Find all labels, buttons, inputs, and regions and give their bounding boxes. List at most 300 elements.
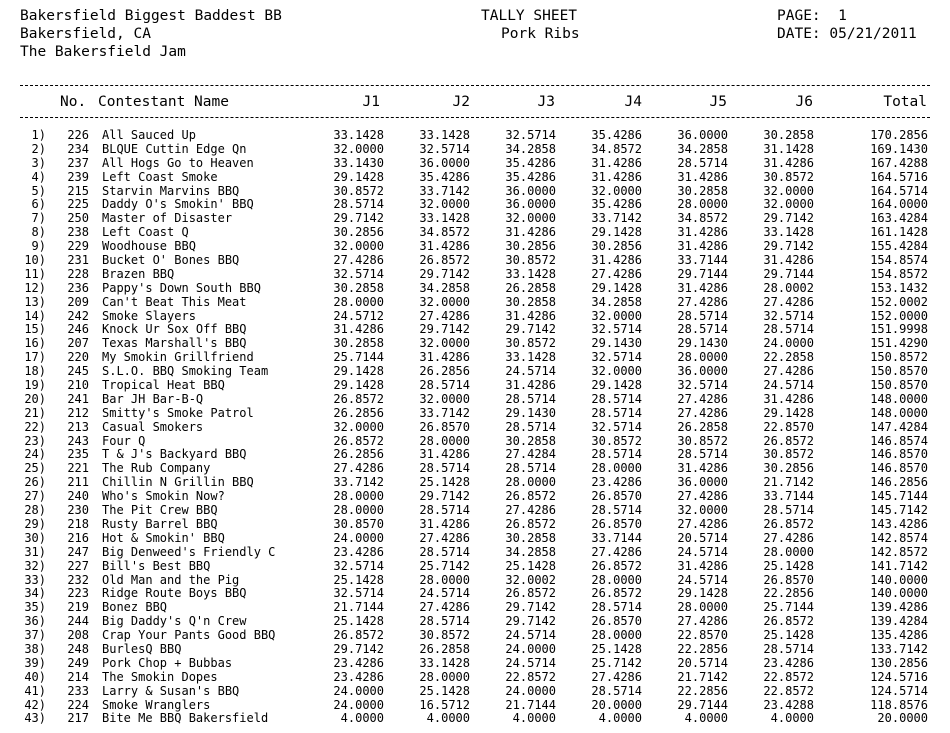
j3-score-cell: 33.1428 xyxy=(505,266,556,281)
col-header-j1: J1 xyxy=(362,94,380,110)
j3-score-cell: 26.2858 xyxy=(505,280,556,295)
j5-score-cell: 27.4286 xyxy=(677,294,728,309)
j5-score-cell: 34.8572 xyxy=(677,211,728,226)
total-score-cell: 145.7142 xyxy=(870,503,928,518)
event-name: Bakersfield Biggest Baddest BB xyxy=(20,8,282,24)
j5-score-cell: 31.4286 xyxy=(677,280,728,295)
j3-score-cell: 29.7142 xyxy=(505,322,556,337)
table-row xyxy=(0,197,950,211)
j2-score-cell: 25.1428 xyxy=(419,475,470,490)
j5-score-cell: 29.7144 xyxy=(677,266,728,281)
j5-score-cell: 27.4286 xyxy=(677,405,728,420)
total-score-cell: 140.0000 xyxy=(870,572,928,587)
team-name-cell: Woodhouse BBQ xyxy=(102,239,196,254)
j1-score-cell: 33.1430 xyxy=(333,155,384,170)
j1-score-cell: 29.1428 xyxy=(333,364,384,379)
j1-score-cell: 33.1428 xyxy=(333,128,384,142)
j2-score-cell: 4.0000 xyxy=(426,711,470,726)
j3-score-cell: 36.0000 xyxy=(505,183,556,198)
total-score-cell: 124.5716 xyxy=(870,669,928,684)
j1-score-cell: 23.4286 xyxy=(333,669,384,684)
j6-score-cell: 33.7144 xyxy=(763,489,814,504)
rank-cell: 1) xyxy=(31,128,46,142)
j4-score-cell: 27.4286 xyxy=(591,544,642,559)
j2-score-cell: 32.5714 xyxy=(419,141,470,156)
rank-cell: 26) xyxy=(24,475,46,490)
j6-score-cell: 31.1428 xyxy=(763,141,814,156)
team-name-cell: Daddy O's Smokin' BBQ xyxy=(102,197,254,212)
j6-score-cell: 32.5714 xyxy=(763,308,814,323)
j4-score-cell: 28.5714 xyxy=(591,391,642,406)
total-score-cell: 148.0000 xyxy=(870,391,928,406)
entry-no-cell: 233 xyxy=(67,683,89,698)
j2-score-cell: 34.8572 xyxy=(419,225,470,240)
event-subtitle: The Bakersfield Jam xyxy=(20,44,186,60)
j3-score-cell: 33.1428 xyxy=(505,350,556,365)
j1-score-cell: 32.0000 xyxy=(333,141,384,156)
date-indicator xyxy=(777,24,917,44)
j5-score-cell: 34.2858 xyxy=(677,141,728,156)
j5-score-cell: 27.4286 xyxy=(677,516,728,531)
j6-score-cell: 27.4286 xyxy=(763,294,814,309)
entry-no-cell: 250 xyxy=(67,211,89,226)
team-name-cell: Pork Chop + Bubbas xyxy=(102,655,233,670)
j2-score-cell: 30.8572 xyxy=(419,628,470,643)
j4-score-cell: 29.1430 xyxy=(591,336,642,351)
j4-score-cell: 28.5714 xyxy=(591,600,642,615)
total-score-cell: 20.0000 xyxy=(877,711,928,726)
rank-cell: 7) xyxy=(31,211,46,226)
team-name-cell: Who's Smokin Now? xyxy=(102,489,225,504)
entry-no-cell: 249 xyxy=(67,655,89,670)
table-row xyxy=(0,573,950,587)
j6-score-cell: 31.4286 xyxy=(763,391,814,406)
j4-score-cell: 35.4286 xyxy=(591,197,642,212)
page-indicator xyxy=(777,6,847,26)
j5-score-cell: 20.5714 xyxy=(677,655,728,670)
j4-score-cell: 23.4286 xyxy=(591,475,642,490)
j5-score-cell: 36.0000 xyxy=(677,128,728,142)
team-name-cell: Larry & Susan's BBQ xyxy=(102,683,240,698)
entry-no-cell: 224 xyxy=(67,697,89,712)
rank-cell: 29) xyxy=(24,516,46,531)
team-name-cell: Bucket O' Bones BBQ xyxy=(102,253,240,268)
j5-score-cell: 28.0000 xyxy=(677,350,728,365)
total-score-cell: 133.7142 xyxy=(870,641,928,656)
j2-score-cell: 31.4286 xyxy=(419,350,470,365)
table-row xyxy=(0,586,950,600)
j3-score-cell: 36.0000 xyxy=(505,197,556,212)
j6-score-cell: 28.5714 xyxy=(763,503,814,518)
entry-no-cell: 235 xyxy=(67,447,89,462)
j1-score-cell: 24.0000 xyxy=(333,530,384,545)
j1-score-cell: 26.2856 xyxy=(333,447,384,462)
j3-score-cell: 28.5714 xyxy=(505,419,556,434)
table-row xyxy=(0,170,950,184)
j4-score-cell: 34.8572 xyxy=(591,141,642,156)
j4-score-cell: 32.5714 xyxy=(591,322,642,337)
j3-score-cell: 25.1428 xyxy=(505,558,556,573)
table-row xyxy=(0,142,950,156)
j1-score-cell: 28.5714 xyxy=(333,197,384,212)
entry-no-cell: 216 xyxy=(67,530,89,545)
j5-score-cell: 33.7144 xyxy=(677,253,728,268)
j4-score-cell: 31.4286 xyxy=(591,169,642,184)
j3-score-cell: 28.5714 xyxy=(505,391,556,406)
col-header-name: Contestant Name xyxy=(98,94,229,110)
category-name: Pork Ribs xyxy=(501,26,580,42)
table-row xyxy=(0,642,950,656)
j5-score-cell: 31.4286 xyxy=(677,239,728,254)
j3-score-cell: 24.5714 xyxy=(505,655,556,670)
j3-score-cell: 35.4286 xyxy=(505,169,556,184)
j2-score-cell: 29.7142 xyxy=(419,489,470,504)
j5-score-cell: 30.8572 xyxy=(677,433,728,448)
j1-score-cell: 26.8572 xyxy=(333,628,384,643)
total-score-cell: 154.8574 xyxy=(870,253,928,268)
j3-score-cell: 26.8572 xyxy=(505,489,556,504)
entry-no-cell: 238 xyxy=(67,225,89,240)
j2-score-cell: 26.2856 xyxy=(419,364,470,379)
entry-no-cell: 245 xyxy=(67,364,89,379)
rank-cell: 28) xyxy=(24,503,46,518)
j2-score-cell: 32.0000 xyxy=(419,336,470,351)
entry-no-cell: 219 xyxy=(67,600,89,615)
j5-score-cell: 30.2858 xyxy=(677,183,728,198)
j1-score-cell: 29.1428 xyxy=(333,169,384,184)
j1-score-cell: 30.8570 xyxy=(333,516,384,531)
total-score-cell: 150.8572 xyxy=(870,350,928,365)
table-row xyxy=(0,225,950,239)
j1-score-cell: 25.1428 xyxy=(333,614,384,629)
rank-cell: 24) xyxy=(24,447,46,462)
j2-score-cell: 25.7142 xyxy=(419,558,470,573)
j1-score-cell: 21.7144 xyxy=(333,600,384,615)
team-name-cell: Big Denweed's Friendly C xyxy=(102,544,276,559)
rank-cell: 5) xyxy=(31,183,46,198)
j1-score-cell: 29.1428 xyxy=(333,378,384,393)
j2-score-cell: 27.4286 xyxy=(419,308,470,323)
j2-score-cell: 27.4286 xyxy=(419,600,470,615)
table-row xyxy=(0,670,950,684)
j3-score-cell: 35.4286 xyxy=(505,155,556,170)
j3-score-cell: 24.5714 xyxy=(505,628,556,643)
table-row xyxy=(0,531,950,545)
j6-score-cell: 24.0000 xyxy=(763,336,814,351)
j3-score-cell: 28.5714 xyxy=(505,461,556,476)
j3-score-cell: 29.7142 xyxy=(505,614,556,629)
j6-score-cell: 22.8570 xyxy=(763,419,814,434)
j3-score-cell: 24.5714 xyxy=(505,364,556,379)
total-score-cell: 146.8570 xyxy=(870,447,928,462)
j6-score-cell: 29.1428 xyxy=(763,405,814,420)
total-score-cell: 152.0002 xyxy=(870,294,928,309)
rank-cell: 14) xyxy=(24,308,46,323)
j5-score-cell: 22.2856 xyxy=(677,683,728,698)
j2-score-cell: 25.1428 xyxy=(419,683,470,698)
col-header-no: No. xyxy=(60,94,87,110)
table-row xyxy=(0,156,950,170)
j2-score-cell: 28.0000 xyxy=(419,669,470,684)
total-score-cell: 141.7142 xyxy=(870,558,928,573)
j1-score-cell: 26.8572 xyxy=(333,391,384,406)
team-name-cell: Texas Marshall's BBQ xyxy=(102,336,247,351)
j6-score-cell: 28.5714 xyxy=(763,641,814,656)
j3-score-cell: 30.2858 xyxy=(505,530,556,545)
entry-no-cell: 227 xyxy=(67,558,89,573)
total-score-cell: 135.4286 xyxy=(870,628,928,643)
j1-score-cell: 29.7142 xyxy=(333,641,384,656)
j4-score-cell: 28.0000 xyxy=(591,628,642,643)
j2-score-cell: 28.0000 xyxy=(419,572,470,587)
rank-cell: 36) xyxy=(24,614,46,629)
j3-score-cell: 30.2856 xyxy=(505,239,556,254)
total-score-cell: 124.5714 xyxy=(870,683,928,698)
j5-score-cell: 4.0000 xyxy=(684,711,728,726)
j2-score-cell: 36.0000 xyxy=(419,155,470,170)
j2-score-cell: 26.8570 xyxy=(419,419,470,434)
table-row xyxy=(0,503,950,517)
total-score-cell: 169.1430 xyxy=(870,141,928,156)
rank-cell: 3) xyxy=(31,155,46,170)
team-name-cell: Hot & Smokin' BBQ xyxy=(102,530,225,545)
j6-score-cell: 30.8572 xyxy=(763,169,814,184)
j4-score-cell: 26.8572 xyxy=(591,586,642,601)
team-name-cell: BLQUE Cuttin Edge Qn xyxy=(102,141,247,156)
j6-score-cell: 22.2858 xyxy=(763,350,814,365)
rank-cell: 23) xyxy=(24,433,46,448)
j4-score-cell: 25.1428 xyxy=(591,641,642,656)
team-name-cell: Rusty Barrel BBQ xyxy=(102,516,218,531)
j2-score-cell: 26.8572 xyxy=(419,253,470,268)
entry-no-cell: 231 xyxy=(67,253,89,268)
rank-cell: 31) xyxy=(24,544,46,559)
j2-score-cell: 28.5714 xyxy=(419,461,470,476)
team-name-cell: Old Man and the Pig xyxy=(102,572,240,587)
j6-score-cell: 27.4286 xyxy=(763,530,814,545)
j6-score-cell: 27.4286 xyxy=(763,364,814,379)
j2-score-cell: 33.7142 xyxy=(419,183,470,198)
team-name-cell: All Sauced Up xyxy=(102,128,196,142)
table-row xyxy=(0,559,950,573)
j1-score-cell: 32.5714 xyxy=(333,586,384,601)
j4-score-cell: 32.0000 xyxy=(591,364,642,379)
j6-score-cell: 31.4286 xyxy=(763,253,814,268)
entry-no-cell: 225 xyxy=(67,197,89,212)
event-city: Bakersfield, CA xyxy=(20,26,151,42)
rank-cell: 39) xyxy=(24,655,46,670)
table-row xyxy=(0,475,950,489)
col-header-total: Total xyxy=(883,94,927,110)
j5-score-cell: 26.2858 xyxy=(677,419,728,434)
j6-score-cell: 30.2856 xyxy=(763,461,814,476)
rank-cell: 4) xyxy=(31,169,46,184)
j1-score-cell: 30.2856 xyxy=(333,225,384,240)
team-name-cell: Bar JH Bar-B-Q xyxy=(102,391,204,406)
j1-score-cell: 27.4286 xyxy=(333,461,384,476)
entry-no-cell: 213 xyxy=(67,419,89,434)
rank-cell: 16) xyxy=(24,336,46,351)
table-row xyxy=(0,656,950,670)
j1-score-cell: 32.5714 xyxy=(333,558,384,573)
j5-score-cell: 32.0000 xyxy=(677,503,728,518)
j5-score-cell: 31.4286 xyxy=(677,225,728,240)
total-score-cell: 154.8572 xyxy=(870,266,928,281)
table-row xyxy=(0,211,950,225)
j2-score-cell: 16.5712 xyxy=(419,697,470,712)
j4-score-cell: 20.0000 xyxy=(591,697,642,712)
table-row xyxy=(0,711,950,725)
entry-no-cell: 236 xyxy=(67,280,89,295)
rank-cell: 15) xyxy=(24,322,46,337)
j5-score-cell: 32.5714 xyxy=(677,378,728,393)
team-name-cell: The Rub Company xyxy=(102,461,211,476)
j6-score-cell: 28.0000 xyxy=(763,544,814,559)
table-row xyxy=(0,698,950,712)
entry-no-cell: 230 xyxy=(67,503,89,518)
entry-no-cell: 241 xyxy=(67,391,89,406)
team-name-cell: My Smokin Grillfriend xyxy=(102,350,254,365)
j2-score-cell: 32.0000 xyxy=(419,197,470,212)
j3-score-cell: 29.1430 xyxy=(505,405,556,420)
j1-score-cell: 23.4286 xyxy=(333,544,384,559)
j2-score-cell: 31.4286 xyxy=(419,447,470,462)
rank-cell: 12) xyxy=(24,280,46,295)
table-row xyxy=(0,239,950,253)
table-row xyxy=(0,392,950,406)
total-score-cell: 147.4284 xyxy=(870,419,928,434)
rank-cell: 38) xyxy=(24,641,46,656)
rank-cell: 9) xyxy=(31,239,46,254)
total-score-cell: 146.2856 xyxy=(870,475,928,490)
j4-score-cell: 32.5714 xyxy=(591,350,642,365)
entry-no-cell: 209 xyxy=(67,294,89,309)
entry-no-cell: 247 xyxy=(67,544,89,559)
j1-score-cell: 30.8572 xyxy=(333,183,384,198)
entry-no-cell: 223 xyxy=(67,586,89,601)
j2-score-cell: 28.5714 xyxy=(419,544,470,559)
j3-score-cell: 28.0000 xyxy=(505,475,556,490)
rank-cell: 20) xyxy=(24,391,46,406)
team-name-cell: Starvin Marvins BBQ xyxy=(102,183,240,198)
rank-cell: 17) xyxy=(24,350,46,365)
j5-score-cell: 22.2856 xyxy=(677,641,728,656)
total-score-cell: 139.4284 xyxy=(870,614,928,629)
j3-score-cell: 30.2858 xyxy=(505,294,556,309)
entry-no-cell: 214 xyxy=(67,669,89,684)
rank-cell: 41) xyxy=(24,683,46,698)
j2-score-cell: 31.4286 xyxy=(419,516,470,531)
entry-no-cell: 217 xyxy=(67,711,89,726)
j5-score-cell: 28.0000 xyxy=(677,197,728,212)
j6-score-cell: 4.0000 xyxy=(770,711,814,726)
entry-no-cell: 242 xyxy=(67,308,89,323)
rank-cell: 19) xyxy=(24,378,46,393)
rank-cell: 43) xyxy=(24,711,46,726)
entry-no-cell: 228 xyxy=(67,266,89,281)
j2-score-cell: 33.1428 xyxy=(419,128,470,142)
team-name-cell: BurlesQ BBQ xyxy=(102,641,182,656)
entry-no-cell: 234 xyxy=(67,141,89,156)
j2-score-cell: 29.7142 xyxy=(419,322,470,337)
j2-score-cell: 28.0000 xyxy=(419,433,470,448)
j2-score-cell: 33.1428 xyxy=(419,211,470,226)
total-score-cell: 150.8570 xyxy=(870,364,928,379)
table-row xyxy=(0,434,950,448)
j5-score-cell: 36.0000 xyxy=(677,364,728,379)
j5-score-cell: 28.5714 xyxy=(677,322,728,337)
total-score-cell: 161.1428 xyxy=(870,225,928,240)
j6-score-cell: 32.0000 xyxy=(763,183,814,198)
rank-cell: 22) xyxy=(24,419,46,434)
j3-score-cell: 30.8572 xyxy=(505,336,556,351)
j4-score-cell: 26.8572 xyxy=(591,558,642,573)
j3-score-cell: 32.0002 xyxy=(505,572,556,587)
team-name-cell: Brazen BBQ xyxy=(102,266,175,281)
j6-score-cell: 22.8572 xyxy=(763,683,814,698)
table-row xyxy=(0,267,950,281)
j6-score-cell: 30.2858 xyxy=(763,128,814,142)
team-name-cell: Pappy's Down South BBQ xyxy=(102,280,261,295)
j6-score-cell: 26.8572 xyxy=(763,614,814,629)
j1-score-cell: 29.7142 xyxy=(333,211,384,226)
j6-score-cell: 23.4288 xyxy=(763,697,814,712)
j4-score-cell: 30.8572 xyxy=(591,433,642,448)
rank-cell: 40) xyxy=(24,669,46,684)
j5-score-cell: 28.5714 xyxy=(677,155,728,170)
team-name-cell: Left Coast Smoke xyxy=(102,169,218,184)
j2-score-cell: 26.2858 xyxy=(419,641,470,656)
table-row xyxy=(0,614,950,628)
j4-score-cell: 33.7144 xyxy=(591,530,642,545)
j4-score-cell: 27.4286 xyxy=(591,669,642,684)
rank-cell: 6) xyxy=(31,197,46,212)
team-name-cell: The Smokin Dopes xyxy=(102,669,218,684)
total-score-cell: 167.4288 xyxy=(870,155,928,170)
entry-no-cell: 208 xyxy=(67,628,89,643)
table-row xyxy=(0,489,950,503)
team-name-cell: Bill's Best BBQ xyxy=(102,558,211,573)
total-score-cell: 152.0000 xyxy=(870,308,928,323)
j1-score-cell: 32.0000 xyxy=(333,239,384,254)
team-name-cell: Ridge Route Boys BBQ xyxy=(102,586,247,601)
j1-score-cell: 28.0000 xyxy=(333,489,384,504)
j4-score-cell: 26.8570 xyxy=(591,489,642,504)
entry-no-cell: 210 xyxy=(67,378,89,393)
j5-score-cell: 28.0000 xyxy=(677,600,728,615)
rank-cell: 25) xyxy=(24,461,46,476)
j2-score-cell: 28.5714 xyxy=(419,503,470,518)
j6-score-cell: 32.0000 xyxy=(763,197,814,212)
col-header-j6: J6 xyxy=(795,94,813,110)
j5-score-cell: 27.4286 xyxy=(677,614,728,629)
top-divider xyxy=(20,85,930,86)
table-row xyxy=(0,295,950,309)
j1-score-cell: 24.5712 xyxy=(333,308,384,323)
total-score-cell: 130.2856 xyxy=(870,655,928,670)
j3-score-cell: 30.2858 xyxy=(505,433,556,448)
j6-score-cell: 29.7142 xyxy=(763,239,814,254)
j1-score-cell: 4.0000 xyxy=(340,711,384,726)
rank-cell: 34) xyxy=(24,586,46,601)
table-row xyxy=(0,128,950,142)
j4-score-cell: 35.4286 xyxy=(591,128,642,142)
j4-score-cell: 25.7142 xyxy=(591,655,642,670)
total-score-cell: 164.5714 xyxy=(870,183,928,198)
j6-score-cell: 26.8572 xyxy=(763,433,814,448)
date-label: DATE: xyxy=(777,26,821,42)
j6-score-cell: 25.1428 xyxy=(763,558,814,573)
